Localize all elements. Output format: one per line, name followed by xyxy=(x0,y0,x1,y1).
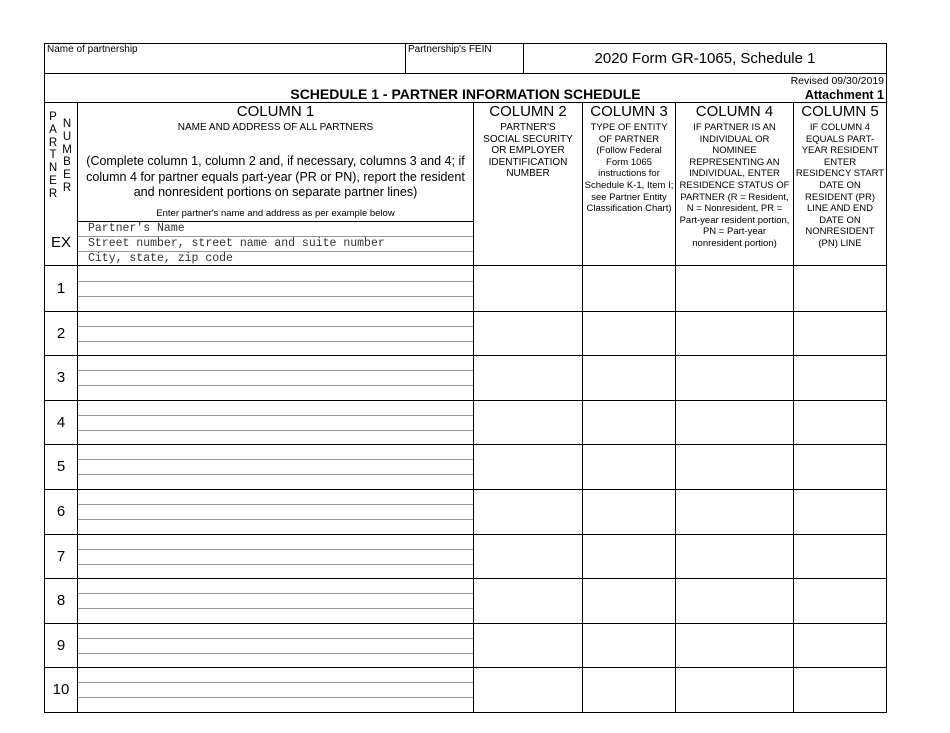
row-column-5-field[interactable] xyxy=(794,401,886,444)
row-column-3-field[interactable] xyxy=(583,579,675,622)
row-column-3-field[interactable] xyxy=(583,401,675,444)
row-column-3-field[interactable] xyxy=(583,312,675,355)
frame-right xyxy=(886,43,887,713)
row-column-5-field[interactable] xyxy=(794,624,886,667)
row-column-1-field[interactable] xyxy=(78,267,473,310)
row-column-2-field[interactable] xyxy=(474,356,582,399)
column-5-desc: IF COLUMN 4 EQUALS PART- YEAR RESIDENT ENTER RESIDENCY START DATE ON RESIDENT (PR) LINE AND END DATE ON NONRESIDENT (PN) LINE xyxy=(795,122,885,249)
header-table-bottom xyxy=(44,265,887,266)
partnership-name-field[interactable] xyxy=(45,56,404,72)
column-3-title: COLUMN 3 xyxy=(590,103,668,120)
example-label: EX xyxy=(50,234,71,251)
row-column-2-field[interactable] xyxy=(474,312,582,355)
row-column-4-field[interactable] xyxy=(676,267,793,310)
row-column-5-field[interactable] xyxy=(794,267,886,310)
row-column-3-field[interactable] xyxy=(583,668,675,711)
row-column-1-field[interactable] xyxy=(78,312,473,355)
row-column-1-field[interactable] xyxy=(78,668,473,711)
form-title: 2020 Form GR-1065, Schedule 1 xyxy=(594,50,816,67)
row-column-4-field[interactable] xyxy=(676,401,793,444)
partnership-name-label: Name of partnership xyxy=(47,44,138,55)
row-number: 5 xyxy=(56,458,66,476)
row-column-1-field[interactable] xyxy=(78,356,473,399)
row-column-3-field[interactable] xyxy=(583,445,675,488)
example-city: City, state, zip code xyxy=(88,252,233,265)
example-street: Street number, street name and suite number xyxy=(88,237,385,250)
column-1-instructions: (Complete column 1, column 2 and, if necessary, columns 3 and 4; if column 4 for partner equals part-year (PR or PN), report the resident and nonresident portions on separate partner lines) xyxy=(86,154,465,199)
row-number: 2 xyxy=(56,324,66,342)
row-column-2-field[interactable] xyxy=(474,490,582,533)
column-2-desc: PARTNER'S SOCIAL SECURITY OR EMPLOYER IDENTIFICATION NUMBER xyxy=(483,122,573,180)
row-column-4-field[interactable] xyxy=(676,579,793,622)
number-vertical-label: N U M B E R xyxy=(62,118,72,194)
row-column-4-field[interactable] xyxy=(676,445,793,488)
row-column-3-field[interactable] xyxy=(583,535,675,578)
row-number: 8 xyxy=(56,592,66,610)
row-column-4-field[interactable] xyxy=(676,490,793,533)
row-column-2-field[interactable] xyxy=(474,668,582,711)
row-column-5-field[interactable] xyxy=(794,312,886,355)
row-column-5-field[interactable] xyxy=(794,445,886,488)
row-column-5-field[interactable] xyxy=(794,490,886,533)
row-number: 9 xyxy=(56,636,66,654)
row-column-3-field[interactable] xyxy=(583,267,675,310)
row-column-2-field[interactable] xyxy=(474,401,582,444)
column-4-title: COLUMN 4 xyxy=(695,103,774,120)
row-column-1-field[interactable] xyxy=(78,401,473,444)
row-number: 7 xyxy=(56,547,66,565)
column-1-example-note: Enter partner's name and address as per example below xyxy=(156,208,395,219)
row-column-1-field[interactable] xyxy=(78,579,473,622)
column-1-title: COLUMN 1 xyxy=(236,103,315,120)
row-column-5-field[interactable] xyxy=(794,356,886,399)
column-5-title: COLUMN 5 xyxy=(801,103,879,120)
row-column-4-field[interactable] xyxy=(676,624,793,667)
row-column-2-field[interactable] xyxy=(474,445,582,488)
row-column-2-field[interactable] xyxy=(474,267,582,310)
partnership-fein-field[interactable] xyxy=(406,56,522,72)
row-column-2-field[interactable] xyxy=(474,579,582,622)
row-column-5-field[interactable] xyxy=(794,535,886,578)
row-column-4-field[interactable] xyxy=(676,356,793,399)
row-column-3-field[interactable] xyxy=(583,624,675,667)
row-number: 3 xyxy=(56,369,66,387)
row-column-4-field[interactable] xyxy=(676,312,793,355)
row-number: 6 xyxy=(56,503,66,520)
header-bottom-line xyxy=(44,73,887,74)
partnership-fein-label: Partnership's FEIN xyxy=(408,44,492,55)
revised-date: Revised 09/30/2019 xyxy=(790,75,884,87)
column-4-desc: IF PARTNER IS AN INDIVIDUAL OR NOMINEE REPRESENTING AN INDIVIDUAL, ENTER RESIDENCE STATUS OF PARTNER (R = Resident, N = Nonresident, PR = Part-year resident portion, PN = Part-year nonresident portion) xyxy=(679,122,790,249)
row-column-3-field[interactable] xyxy=(583,356,675,399)
example-partner-name: Partner's Name xyxy=(88,222,185,235)
row-column-2-field[interactable] xyxy=(474,624,582,667)
row-column-1-field[interactable] xyxy=(78,535,473,578)
column-2-title: COLUMN 2 xyxy=(489,103,567,120)
partner-vertical-label: P A R T N E R xyxy=(48,111,58,200)
row-number: 4 xyxy=(56,413,66,431)
column-1-desc: NAME AND ADDRESS OF ALL PARTNERS xyxy=(177,122,374,133)
row-number: 10 xyxy=(52,681,70,699)
frame-bottom xyxy=(44,712,887,713)
row-column-1-field[interactable] xyxy=(78,624,473,667)
row-column-5-field[interactable] xyxy=(794,579,886,622)
row-column-5-field[interactable] xyxy=(794,668,886,711)
row-column-4-field[interactable] xyxy=(676,535,793,578)
attachment-label: Attachment 1 xyxy=(804,88,884,102)
column-3-desc: TYPE OF ENTITY OF PARTNER (Follow Federal Form 1065 instructions for Schedule K-1, Item I; see Partner Entity Classification Chart) xyxy=(584,122,674,215)
row-column-2-field[interactable] xyxy=(474,535,582,578)
row-column-3-field[interactable] xyxy=(583,490,675,533)
row-column-1-field[interactable] xyxy=(78,445,473,488)
row-number: 1 xyxy=(56,280,66,297)
row-column-1-field[interactable] xyxy=(78,490,473,533)
row-column-4-field[interactable] xyxy=(676,668,793,711)
schedule-title: SCHEDULE 1 - PARTNER INFORMATION SCHEDULE xyxy=(290,86,641,102)
